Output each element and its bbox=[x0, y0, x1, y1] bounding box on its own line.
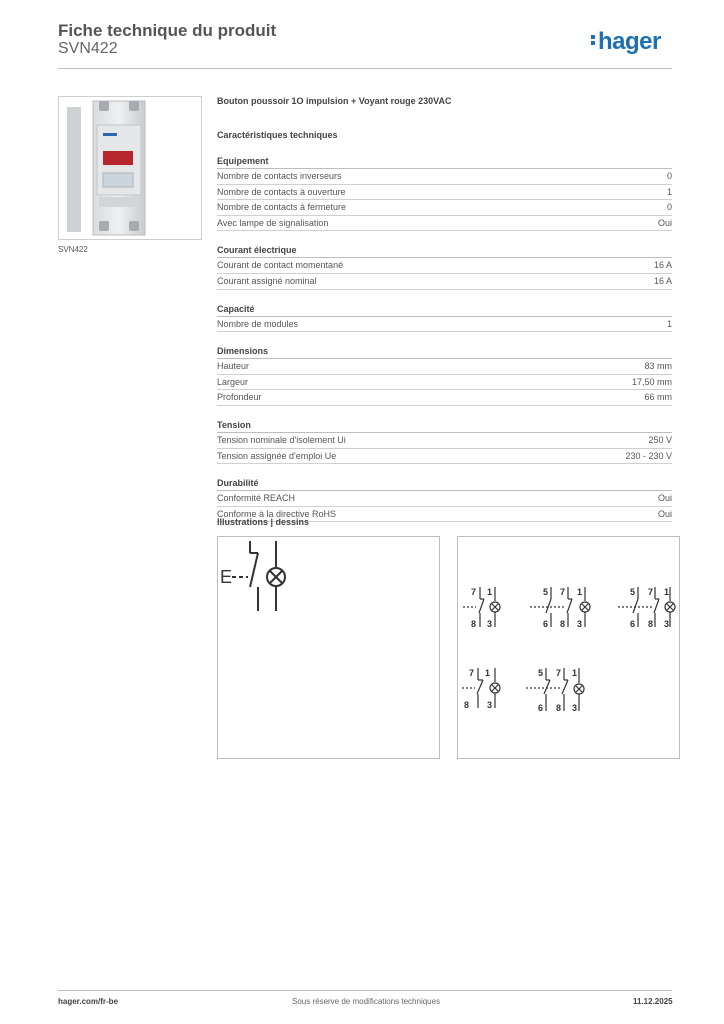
svg-text:3: 3 bbox=[487, 619, 493, 629]
footer-divider bbox=[58, 990, 672, 991]
svg-text:6: 6 bbox=[538, 703, 544, 713]
spec-label: Largeur bbox=[217, 376, 249, 387]
spec-row bbox=[217, 274, 672, 290]
spec-value: 66 mm bbox=[644, 392, 672, 403]
svg-text:6: 6 bbox=[630, 619, 636, 629]
wiring-diagram bbox=[463, 587, 500, 629]
push-button-symbol-icon bbox=[218, 537, 439, 758]
spec-group-title: Durabilité bbox=[217, 477, 672, 491]
spec-value: Oui bbox=[657, 508, 672, 519]
spec-group-tension bbox=[217, 419, 672, 464]
spec-value: Oui bbox=[657, 217, 672, 228]
spec-label: Conformité REACH bbox=[217, 493, 296, 504]
svg-text:8: 8 bbox=[556, 703, 562, 713]
wiring-diagram bbox=[618, 587, 675, 629]
spec-row bbox=[217, 169, 672, 185]
spec-group-title: Capacité bbox=[217, 303, 672, 317]
illustration-wiring bbox=[457, 536, 680, 759]
spec-value: 0 bbox=[666, 171, 672, 181]
svg-text:5: 5 bbox=[538, 668, 544, 678]
symbol-letter: E bbox=[220, 567, 233, 587]
spec-label: Avec lampe de signalisation bbox=[217, 217, 329, 228]
spec-label: Hauteur bbox=[217, 361, 250, 372]
spec-value: Oui bbox=[657, 493, 672, 504]
spec-row bbox=[217, 317, 672, 333]
svg-text:7: 7 bbox=[471, 587, 477, 597]
spec-group-courant bbox=[217, 244, 672, 289]
spec-value: 16 A bbox=[653, 275, 672, 286]
spec-label: Tension assignée d'emploi Ue bbox=[217, 450, 337, 461]
svg-text:3: 3 bbox=[572, 703, 578, 713]
spec-label: Tension nominale d'isolement Ui bbox=[217, 434, 346, 445]
svg-text:1: 1 bbox=[487, 587, 493, 597]
spec-value: 0 bbox=[666, 202, 672, 213]
header-divider bbox=[58, 68, 672, 69]
spec-group-equipement bbox=[217, 155, 672, 231]
svg-text:3: 3 bbox=[577, 619, 583, 629]
spec-label: Courant de contact momentané bbox=[217, 260, 344, 271]
spec-value: 83 mm bbox=[644, 361, 672, 372]
spec-label: Conforme à la directive RoHS bbox=[217, 508, 337, 519]
spec-row bbox=[217, 449, 672, 465]
illustrations-heading: Illustrations | dessins bbox=[217, 517, 310, 527]
spec-value: 1 bbox=[666, 318, 672, 329]
illustration-symbol bbox=[217, 536, 440, 759]
specs-heading: Caractéristiques techniques bbox=[217, 130, 338, 140]
spec-group-title: Tension bbox=[217, 419, 672, 433]
svg-text:5: 5 bbox=[543, 587, 549, 597]
svg-text:3: 3 bbox=[664, 619, 670, 629]
svg-text:1: 1 bbox=[664, 587, 670, 597]
svg-text:8: 8 bbox=[560, 619, 566, 629]
product-image bbox=[58, 96, 202, 240]
spec-label: Nombre de contacts à fermeture bbox=[217, 202, 347, 213]
spec-value: 17,50 mm bbox=[631, 376, 672, 387]
spec-group-title: Dimensions bbox=[217, 345, 672, 359]
spec-value: 16 A bbox=[653, 260, 672, 271]
spec-group-durabilite bbox=[217, 477, 672, 522]
spec-group-capacite bbox=[217, 303, 672, 333]
spec-content bbox=[217, 96, 672, 522]
svg-text:6: 6 bbox=[543, 619, 549, 629]
spec-row bbox=[217, 216, 672, 232]
svg-text:7: 7 bbox=[469, 668, 475, 678]
svg-text:7: 7 bbox=[556, 668, 562, 678]
brand-name: hager bbox=[598, 28, 661, 55]
spec-row bbox=[217, 433, 672, 449]
spec-row bbox=[217, 185, 672, 201]
footer-disclaimer: Sous réserve de modifications techniques bbox=[292, 997, 441, 1006]
wiring-diagram bbox=[530, 587, 590, 629]
spec-label: Nombre de contacts inverseurs bbox=[217, 171, 342, 181]
spec-label: Courant assigné nominal bbox=[217, 275, 317, 286]
spec-row bbox=[217, 200, 672, 216]
wiring-diagrams-icon bbox=[458, 537, 679, 758]
wiring-diagram bbox=[462, 668, 500, 710]
footer-website-link[interactable]: hager.com/fr-be bbox=[58, 997, 119, 1006]
svg-text:1: 1 bbox=[485, 668, 491, 678]
footer-date: 11.12.2025 bbox=[633, 997, 673, 1006]
wiring-diagram bbox=[526, 668, 584, 713]
product-image-caption: SVN422 bbox=[58, 245, 88, 254]
page-title: Fiche technique du produit bbox=[58, 21, 277, 40]
svg-text:7: 7 bbox=[648, 587, 654, 597]
push-button-module-icon bbox=[59, 97, 201, 239]
svg-text:5: 5 bbox=[630, 587, 636, 597]
spec-label: Profondeur bbox=[217, 392, 262, 403]
product-description: Bouton poussoir 1O impulsion + Voyant rouge 230VAC bbox=[217, 96, 452, 106]
spec-value: 230 - 230 V bbox=[625, 450, 672, 461]
svg-text:8: 8 bbox=[464, 700, 470, 710]
svg-text:7: 7 bbox=[560, 587, 566, 597]
spec-row bbox=[217, 375, 672, 391]
spec-row bbox=[217, 258, 672, 274]
logo-dots-icon bbox=[591, 33, 597, 47]
spec-group-dimensions bbox=[217, 345, 672, 406]
svg-text:8: 8 bbox=[471, 619, 477, 629]
spec-group-title: Courant électrique bbox=[217, 244, 672, 258]
svg-text:1: 1 bbox=[572, 668, 578, 678]
brand-logo bbox=[591, 28, 661, 56]
spec-row bbox=[217, 390, 672, 406]
svg-text:3: 3 bbox=[487, 700, 493, 710]
spec-value: 1 bbox=[666, 186, 672, 197]
svg-text:1: 1 bbox=[577, 587, 583, 597]
spec-row bbox=[217, 491, 672, 507]
spec-group-title: Equipement bbox=[217, 155, 672, 169]
spec-row bbox=[217, 359, 672, 375]
product-reference: SVN422 bbox=[58, 40, 118, 57]
spec-value: 250 V bbox=[648, 434, 672, 445]
spec-label: Nombre de contacts à ouverture bbox=[217, 186, 346, 197]
svg-text:8: 8 bbox=[648, 619, 654, 629]
spec-label: Nombre de modules bbox=[217, 318, 299, 329]
